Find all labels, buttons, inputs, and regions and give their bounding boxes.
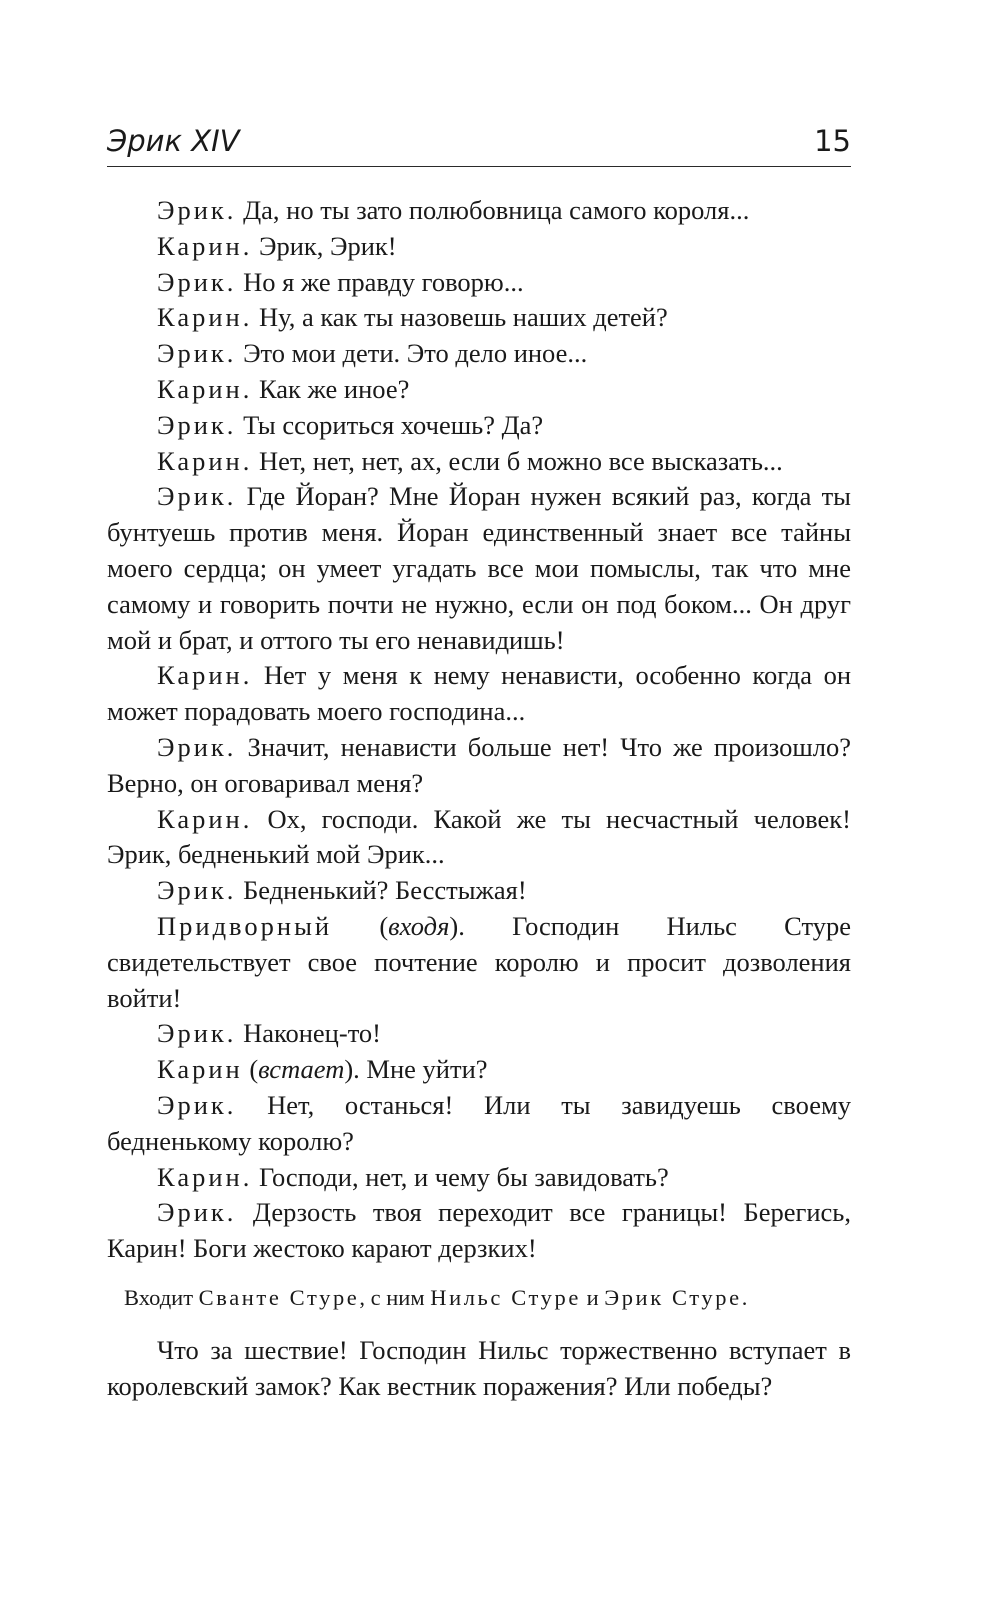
dialogue-line: Карин (встает). Мне уйти? xyxy=(157,1054,488,1085)
line-text: Дерзость твоя переходит все границы! Берегись, Карин! Боги жестоко карают дерзких! xyxy=(107,1197,851,1264)
speaker-name: Карин. xyxy=(157,230,253,261)
character-name: Сванте Стуре xyxy=(198,1284,360,1310)
speaker-name: Карин. xyxy=(157,1161,253,1192)
line-text: Эрик, Эрик! xyxy=(252,230,397,261)
dialogue-line xyxy=(107,479,851,658)
dialogue-line xyxy=(107,658,851,730)
dialogue-line xyxy=(107,1160,851,1196)
dialogue-line: Придворный (входя). Господин Нильс Стуре свидетельствует свое почтение королю и просит дозволения войти! xyxy=(107,910,852,1013)
speaker-name: Эрик. xyxy=(157,409,237,440)
line-text: Господи, нет, и чему бы завидовать? xyxy=(252,1161,669,1192)
stage-text: и xyxy=(580,1284,605,1310)
dialogue-line xyxy=(107,336,851,372)
stage-text: , с ним xyxy=(359,1284,431,1310)
line-text: Но я же правду говорю... xyxy=(236,266,524,297)
line-text: Да, но ты зато полюбовница самого короля... xyxy=(236,195,750,225)
line-text: Ну, а как ты назовешь наших детей? xyxy=(252,302,668,333)
line-text: . Мне уйти? xyxy=(353,1054,488,1085)
line-text: Бедненький? Бесстыжая! xyxy=(236,875,527,906)
speaker-name: Карин. xyxy=(157,660,253,691)
dialogue-line xyxy=(107,730,851,802)
line-text: Как же иное? xyxy=(252,373,410,404)
line-text: Значит, ненависти больше нет! Что же произошло? Верно, он оговаривал меня? xyxy=(107,731,851,798)
line-text: . Господин Нильс Стуре свидетельствует свое почтение королю и просит дозволения войти! xyxy=(107,910,852,1013)
speaker-name: Эрик. xyxy=(157,195,237,225)
character-name: Эрик Стуре xyxy=(604,1284,742,1310)
line-text: Ох, господи. Какой же ты несчастный человек! Эрик, бедненький мой Эрик... xyxy=(107,803,851,870)
speaker-name: Карин. xyxy=(157,445,253,476)
line-text: Нет у меня к нему ненависти, особенно когда он может порадовать моего господина... xyxy=(107,660,851,727)
stage-text: . xyxy=(741,1284,748,1310)
speaker-name: Эрик. xyxy=(157,731,237,762)
speaker-name: Карин. xyxy=(157,302,253,333)
line-text: Нет, останься! Или ты завидуешь своему бедненькому королю? xyxy=(107,1089,851,1156)
page-number: 15 xyxy=(814,124,851,158)
line-text: Наконец-то! xyxy=(236,1018,381,1049)
dialogue-line xyxy=(107,300,851,336)
running-head xyxy=(107,122,851,167)
dialogue-line xyxy=(107,193,851,229)
dialogue-line xyxy=(107,265,851,301)
speaker-name: Эрик. xyxy=(157,875,237,906)
line-text: Это мои дети. Это дело иное... xyxy=(236,338,588,369)
dialogue-line xyxy=(107,802,851,874)
dialogue-line xyxy=(107,229,851,265)
stage-direction xyxy=(107,1281,851,1315)
speaker-name: Эрик. xyxy=(157,338,237,369)
speaker-name: Карин. xyxy=(157,373,253,404)
dialogue-line xyxy=(107,1088,851,1160)
stage-remark: встает xyxy=(258,1054,345,1085)
running-title: Эрик XIV xyxy=(107,124,240,158)
dialogue-line xyxy=(107,1016,851,1052)
speaker-name: Карин. xyxy=(157,803,253,834)
dialogue-line xyxy=(107,873,851,909)
speaker-name: Эрик. xyxy=(157,481,237,512)
speaker-name: Эрик. xyxy=(157,1018,237,1049)
stage-remark: входя xyxy=(388,910,450,941)
character-name: Нильс Стуре xyxy=(430,1284,581,1310)
speaker-name: Карин xyxy=(157,1054,243,1085)
speaker-name: Эрик. xyxy=(157,1089,237,1120)
speaker-name: Придворный xyxy=(157,910,333,941)
line-text: Ты ссориться хочешь? Да? xyxy=(236,409,544,440)
play-text xyxy=(107,193,851,1405)
line-text: Нет, нет, нет, ах, если б можно все высказать... xyxy=(252,445,783,476)
speaker-name: Эрик. xyxy=(157,266,237,297)
stage-verb: Входит xyxy=(124,1284,199,1310)
dialogue-line xyxy=(107,408,851,444)
dialogue-line xyxy=(107,372,851,408)
dialogue-line xyxy=(107,1195,851,1267)
speaker-name: Эрик. xyxy=(157,1197,237,1228)
dialogue-line xyxy=(107,444,851,480)
line-text: Где Йоран? Мне Йоран нужен всякий раз, когда ты бунтуешь против меня. Йоран единственный знает все тайны моего сердца; он умеет угадать все мои помыслы, так что мне самому и говорить почти не нужно, если он под боком... Он друг мой и брат, и оттого ты его ненавидишь! xyxy=(107,481,851,655)
continued-speech: Что за шествие! Господин Нильс торжественно вступает в королевский замок? Как вестник поражения? Или победы? xyxy=(107,1334,851,1401)
